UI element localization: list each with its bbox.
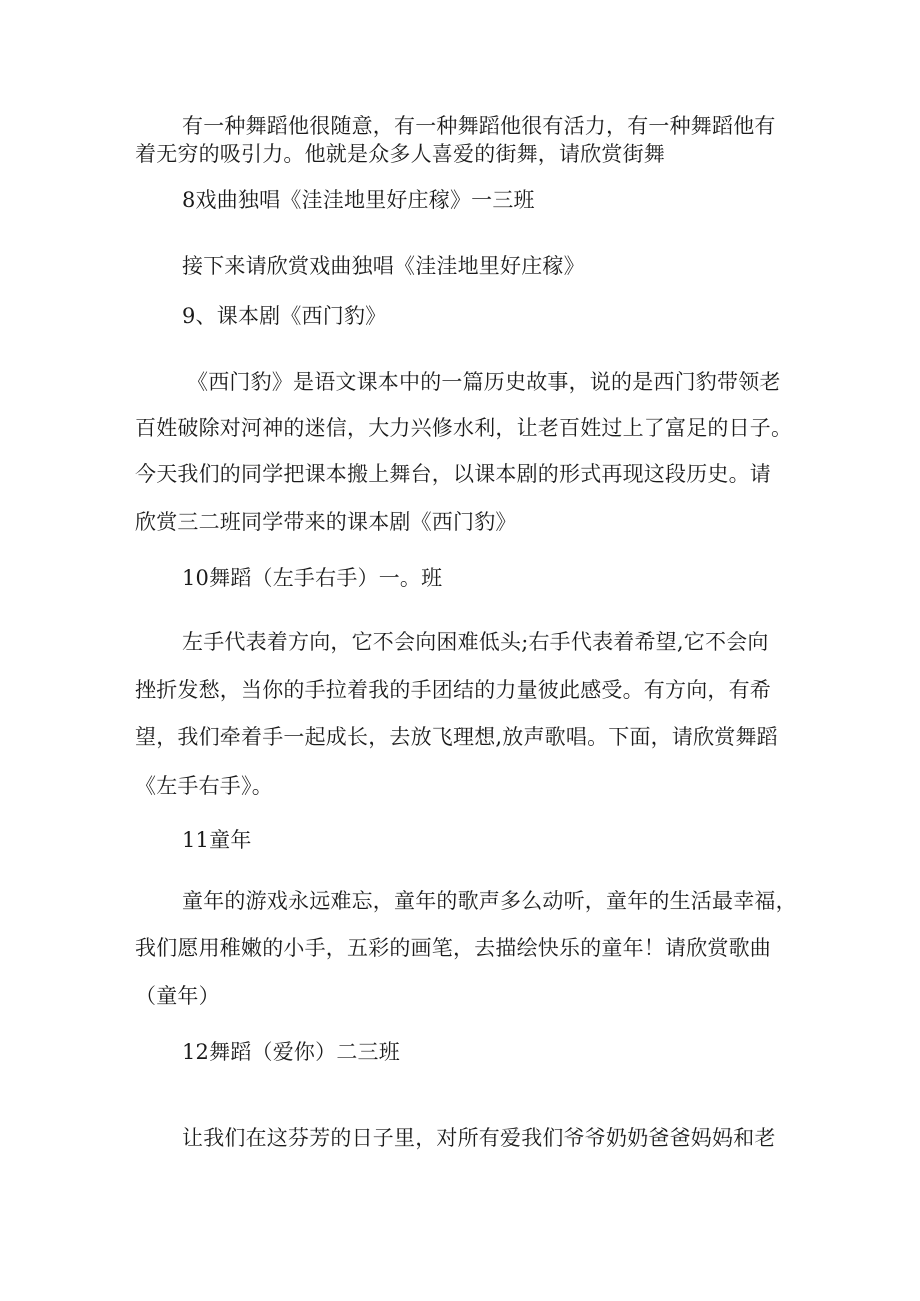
paragraph-left-right-hand-line-2: 挫折发愁，当你的手拉着我的手团结的力量彼此感受。有方向，有希 <box>135 678 771 702</box>
program-item-8-heading: 8戏曲独唱《洼洼地里好庄稼》一三班 <box>182 188 535 212</box>
paragraph-left-right-hand-line-4: 《左手右手》。 <box>135 774 273 798</box>
paragraph-childhood-line-3: （童年） <box>135 984 220 1008</box>
paragraph-ximenbao-line-3: 今天我们的同学把课本搬上舞台，以课本剧的形式再现这段历史。请 <box>135 462 771 486</box>
program-item-11-heading: 11童年 <box>182 828 252 852</box>
paragraph-ximenbao-line-4: 欣赏三二班同学带来的课本剧《西门豹》 <box>135 510 517 534</box>
paragraph-left-right-hand-line-1: 左手代表着方向，它不会向困难低头;右手代表着希望,它不会向 <box>182 630 769 654</box>
paragraph-street-dance-line-1: 有一种舞蹈他很随意，有一种舞蹈他很有活力，有一种舞蹈他有 <box>182 114 776 138</box>
program-item-12-heading: 12舞蹈（爱你）二三班 <box>182 1040 400 1064</box>
paragraph-left-right-hand-line-3: 望，我们牵着手一起成长，去放飞理想,放声歌唱。下面，请欣赏舞蹈 <box>135 725 778 749</box>
paragraph-ximenbao-line-2: 百姓破除对河神的迷信，大力兴修水利，让老百姓过上了富足的日子。 <box>135 416 793 440</box>
paragraph-childhood-line-2: 我们愿用稚嫩的小手，五彩的画笔，去描绘快乐的童年！请欣赏歌曲 <box>135 936 771 960</box>
program-item-10-heading: 10舞蹈（左手右手）一。班 <box>182 566 443 590</box>
paragraph-opera-intro: 接下来请欣赏戏曲独唱《洼洼地里好庄稼》 <box>182 254 585 278</box>
paragraph-ximenbao-line-1: 《西门豹》是语文课本中的一篇历史故事，说的是西门豹带领老 <box>187 370 781 394</box>
paragraph-childhood-line-1: 童年的游戏永远难忘，童年的歌声多么动听，童年的生活最幸福， <box>182 889 797 913</box>
program-item-9-heading: 9、课本剧《西门豹》 <box>182 304 387 328</box>
paragraph-street-dance-line-2: 着无穷的吸引力。他就是众多人喜爱的街舞，请欣赏街舞 <box>135 142 665 166</box>
paragraph-love-you-line-1: 让我们在这芬芳的日子里，对所有爱我们爷爷奶奶爸爸妈妈和老 <box>182 1126 776 1150</box>
